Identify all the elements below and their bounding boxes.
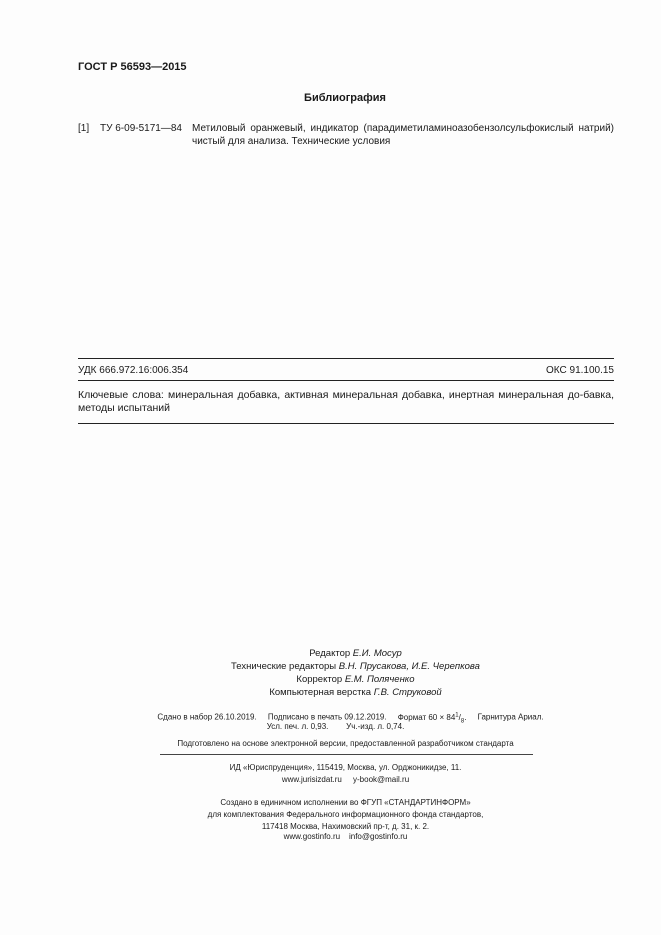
publisher-address: ИД «Юриспруденция», 115419, Москва, ул. Орджоникидзе, 11.: [229, 763, 462, 772]
publisher-sheets: Уч.-изд. л. 0,74.: [346, 722, 405, 731]
layout-name: Г.В. Струковой: [373, 687, 442, 698]
oks-code: ОКС 91.100.15: [546, 365, 614, 376]
producer-line2: для комплектования Федерального информационного фонда стандартов,: [207, 810, 484, 819]
udk-code: УДК 666.972.16:006.354: [78, 365, 189, 376]
layout-line: [50, 686, 661, 699]
layout-label: Компьютерная верстка: [269, 687, 372, 698]
tech-editors-names: В.Н. Прусакова, И.Е. Черепкова: [338, 661, 480, 672]
producer-site-link: www.gostinfo.ru: [283, 832, 341, 841]
corrector-line: [50, 673, 661, 686]
producer-contacts: [0, 831, 661, 843]
signed-date: Подписано в печать 09.12.2019.: [267, 712, 387, 722]
entry-number: [1]: [78, 123, 90, 134]
font-info: Гарнитура Ариал.: [477, 712, 544, 722]
tech-editors-line: [50, 660, 661, 673]
bibliography-title: Библиография: [304, 92, 386, 104]
corrector-name: Е.М. Поляченко: [344, 674, 415, 685]
corrector-label: Корректор: [296, 674, 343, 685]
entry-code: ТУ 6-09-5171—84: [100, 123, 182, 134]
divider-bottom: [78, 423, 614, 424]
producer-line3: 117418 Москва, Нахимовский пр-т, д. 31, к. 2.: [261, 822, 430, 831]
submitted-date: Сдано в набор 26.10.2019.: [157, 712, 257, 722]
tech-editors-label: Технические редакторы: [231, 661, 337, 672]
publisher-contacts: [0, 774, 661, 786]
editor-line: [50, 647, 661, 660]
editor-name: Е.И. Мосур: [352, 648, 402, 659]
divider-middle: [78, 380, 614, 381]
paper-format: Формат $60 \times 84^1/_8$.: [397, 712, 467, 725]
print-sheets: Усл. печ. л. 0,93.: [266, 722, 329, 731]
standard-code: ГОСТ Р 56593—2015: [78, 61, 187, 73]
publisher-email-link: y-book@mail.ru: [353, 775, 410, 784]
divider-imprint: [160, 754, 533, 755]
prepared-note: Подготовлено на основе электронной версии, предоставленной разработчиком стандарта: [177, 739, 514, 748]
publisher-site-link: www.jurisizdat.ru: [281, 775, 342, 784]
editor-label: Редактор: [309, 648, 351, 659]
producer-email-link: info@gostinfo.ru: [348, 832, 408, 841]
divider-top: [78, 358, 614, 359]
keywords: Ключевые слова: минеральная добавка, активная минеральная добавка, инертная минеральная до-бавка, методы испытаний: [78, 389, 614, 414]
credits-block: [0, 647, 661, 699]
print-info-line2: [0, 721, 661, 733]
entry-text: Метиловый оранжевый, индикатор (парадиметиламиноазобензолсульфокислый натрий) чистый для анализа. Технические условия: [192, 123, 614, 147]
producer-line1: Создано в единичном исполнении во ФГУП «СТАНДАРТИНФОРМ»: [220, 798, 471, 807]
